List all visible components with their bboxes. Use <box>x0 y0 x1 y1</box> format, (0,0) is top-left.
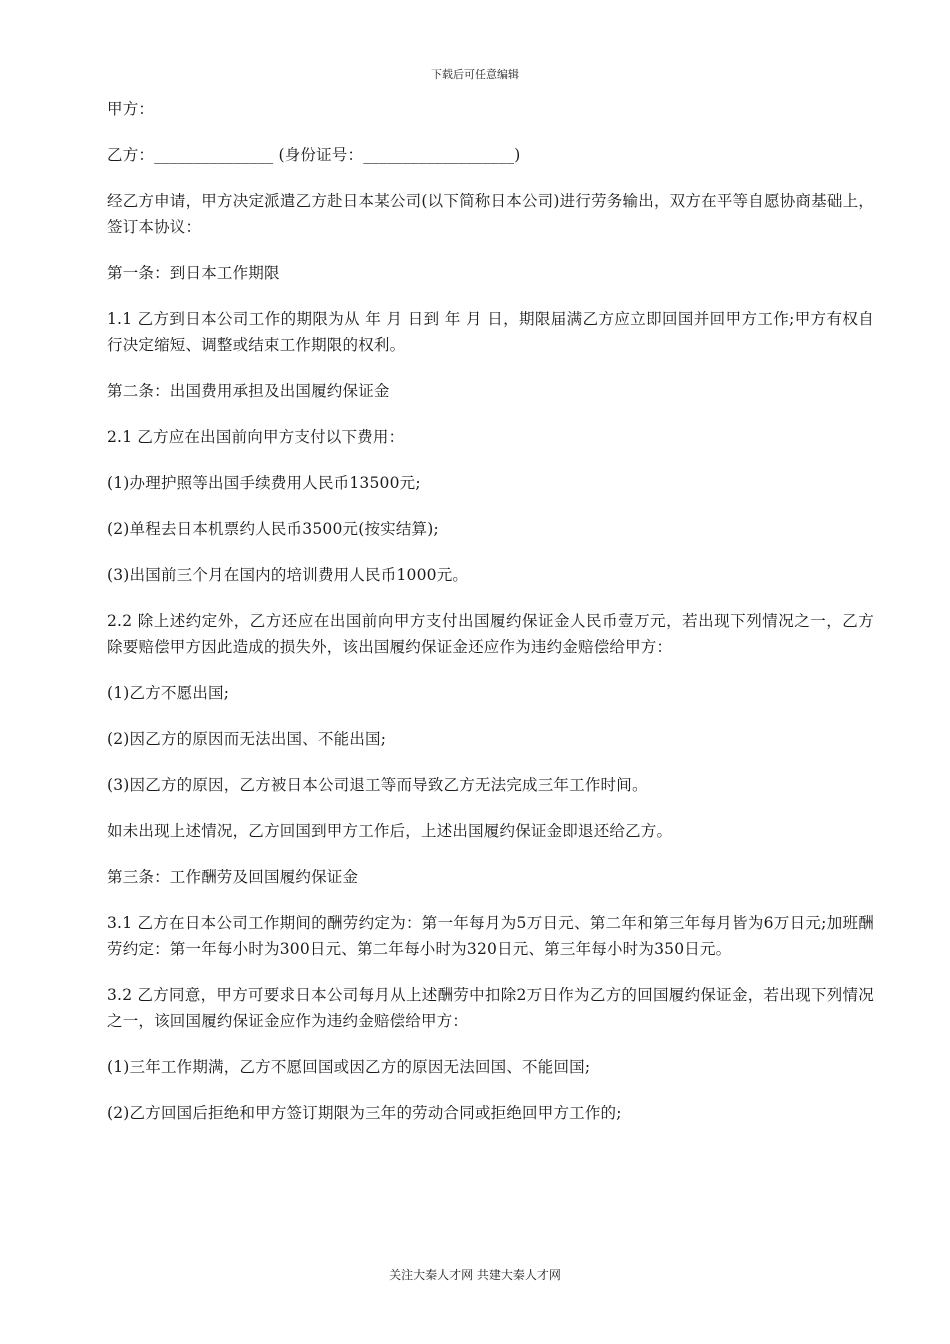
page-footer: 关注大秦人才网 共建大秦人才网 <box>389 1268 561 1282</box>
clause-2-1-item-2: (2)单程去日本机票约人民币3500元(按实结算); <box>107 520 439 538</box>
clause-3-1: 3.1 乙方在日本公司工作期间的酬劳约定为：第一年每月为5万日元、第二年和第三年每月皆为6万日元;加班酬劳约定：第一年每小时为300日元、第二年每小时为320日元、第三年每小时为350日元。 <box>107 914 874 958</box>
clause-2-2: 2.2 除上述约定外，乙方还应在出国前向甲方支付出国履约保证金人民币壹万元，若出现下列情况之一，乙方除要赔偿甲方因此造成的损失外，该出国履约保证金还应作为违约金赔偿给甲方： <box>107 612 874 656</box>
article-3-heading: 第三条：工作酬劳及回国履约保证金 <box>107 868 359 886</box>
clause-3-2: 3.2 乙方同意，甲方可要求日本公司每月从上述酬劳中扣除2万日作为乙方的回国履约保证金，若出现下列情况之一，该回国履约保证金应作为违约金赔偿给甲方： <box>107 986 874 1030</box>
clause-3-2-item-2: (2)乙方回国后拒绝和甲方签订期限为三年的劳动合同或拒绝回甲方工作的; <box>107 1104 622 1122</box>
clause-2-1-item-3: (3)出国前三个月在国内的培训费用人民币1000元。 <box>107 566 469 584</box>
clause-2-1: 2.1 乙方应在出国前向甲方支付以下费用： <box>107 428 405 446</box>
clause-2-2-item-1: (1)乙方不愿出国; <box>107 684 230 702</box>
intro-paragraph: 经乙方申请，甲方决定派遣乙方赴日本某公司(以下简称日本公司)进行劳务输出，双方在平等自愿协商基础上，签订本协议： <box>107 192 874 236</box>
deposit-refund-paragraph: 如未出现上述情况，乙方回国到甲方工作后，上述出国履约保证金即退还给乙方。 <box>107 822 673 840</box>
clause-2-1-item-1: (1)办理护照等出国手续费用人民币13500元; <box>107 474 421 492</box>
party-a-line: 甲方： <box>107 100 155 118</box>
party-b-line: 乙方：_______________ (身份证号：___________________) <box>107 146 521 164</box>
page-header: 下载后可任意编辑 <box>431 68 519 81</box>
clause-1-1: 1.1 乙方到日本公司工作的期限为从 年 月 日到 年 月 日，期限届满乙方应立即回国并回甲方工作;甲方有权自行决定缩短、调整或结束工作期限的权利。 <box>107 310 874 354</box>
clause-2-2-item-2: (2)因乙方的原因而无法出国、不能出国; <box>107 730 387 748</box>
document-body <box>107 96 874 1146</box>
clause-2-2-item-3: (3)因乙方的原因，乙方被日本公司退工等而导致乙方无法完成三年工作时间。 <box>107 776 648 794</box>
clause-3-2-item-1: (1)三年工作期满，乙方不愿回国或因乙方的原因无法回国、不能回国; <box>107 1058 591 1076</box>
article-1-heading: 第一条：到日本工作期限 <box>107 264 280 282</box>
article-2-heading: 第二条：出国费用承担及出国履约保证金 <box>107 382 390 400</box>
